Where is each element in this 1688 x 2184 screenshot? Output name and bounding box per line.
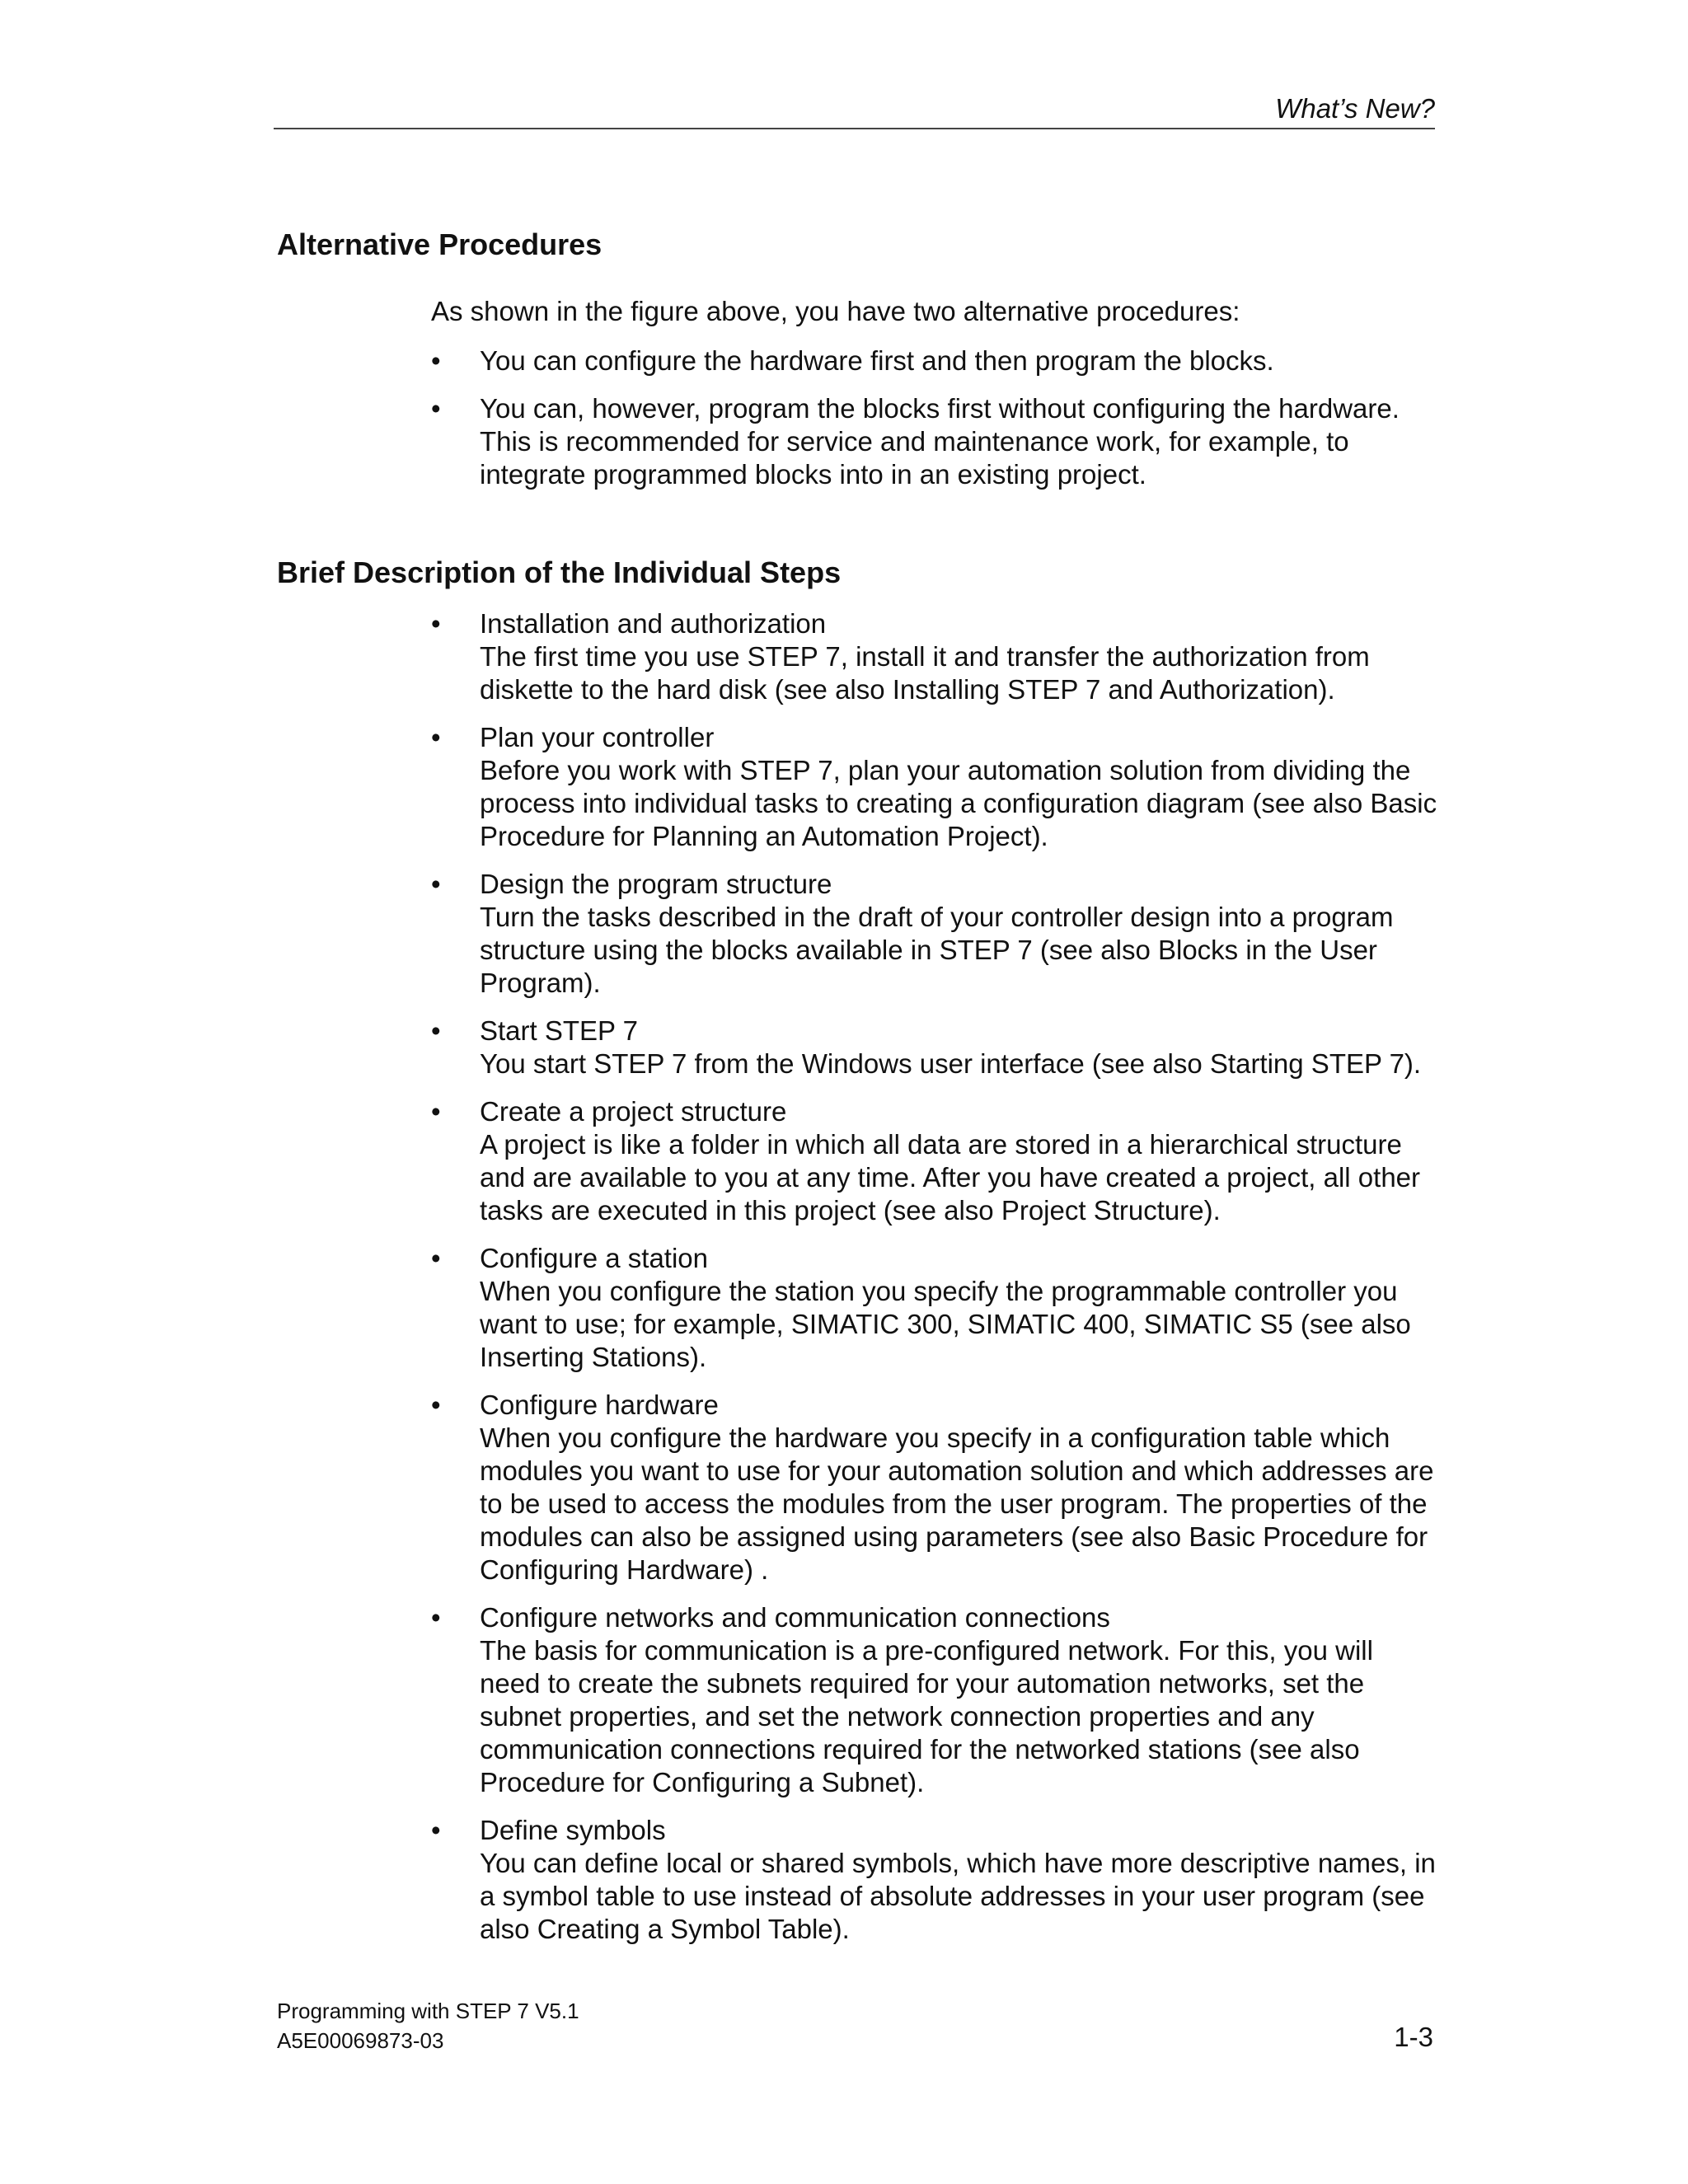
step-title: Design the program structure bbox=[480, 869, 832, 899]
step-title: Configure networks and communication connections bbox=[480, 1602, 1110, 1633]
step-description: Turn the tasks described in the draft of your controller design into a program structure using the blocks available in STEP 7 (see also Blocks in the User Program). bbox=[480, 902, 1394, 998]
step-title: Define symbols bbox=[480, 1815, 666, 1845]
step-title: Create a project structure bbox=[480, 1096, 787, 1127]
alternative-procedures-intro: As shown in the figure above, you have two alternative procedures: bbox=[431, 296, 1240, 326]
list-item-text: You can, however, program the blocks first without configuring the hardware. This is recommended for service and maintenance work, for example, to integrate programmed blocks into in an existing project. bbox=[480, 393, 1400, 490]
step-description: You can define local or shared symbols, which have more descriptive names, in a symbol table to use instead of absolute addresses in your user program (see also Creating a Symbol Table). bbox=[480, 1848, 1436, 1944]
step-description: You start STEP 7 from the Windows user interface (see also Starting STEP 7). bbox=[480, 1048, 1422, 1079]
step-title: Plan your controller bbox=[480, 722, 715, 752]
step-description: The first time you use STEP 7, install it and transfer the authorization from diskette to the hard disk (see also Installing STEP 7 and Authorization). bbox=[480, 641, 1370, 705]
step-item bbox=[431, 1814, 1438, 1946]
step-title: Start STEP 7 bbox=[480, 1015, 638, 1046]
step-item bbox=[431, 868, 1438, 1000]
bullet-icon: • bbox=[431, 722, 441, 752]
step-description: When you configure the hardware you specify in a configuration table which modules you want to use for your automation solution and which addresses are to be used to access the modules from the user program. The properties of the modules can also be assigned using parameters (see also Basic Procedure for Configuring Hardware) . bbox=[480, 1422, 1434, 1585]
step-item bbox=[431, 1015, 1438, 1080]
bullet-icon: • bbox=[431, 1390, 441, 1420]
step-item bbox=[431, 607, 1438, 706]
step-item bbox=[431, 1389, 1438, 1586]
bullet-icon: • bbox=[431, 1015, 441, 1046]
bullet-icon: • bbox=[431, 393, 441, 424]
bullet-icon: • bbox=[431, 1602, 441, 1633]
page-footer bbox=[277, 1996, 579, 2055]
step-title: Configure hardware bbox=[480, 1390, 719, 1420]
bullet-icon: • bbox=[431, 1096, 441, 1127]
step-description: Before you work with STEP 7, plan your automation solution from dividing the process into individual tasks to creating a configuration diagram (see also Basic Procedure for Planning an Automation Project). bbox=[480, 755, 1437, 851]
footer-doc-title: Programming with STEP 7 V5.1 bbox=[277, 1999, 579, 2023]
step-title: Installation and authorization bbox=[480, 608, 827, 639]
bullet-icon: • bbox=[431, 1243, 441, 1273]
header-rule bbox=[274, 128, 1435, 129]
alternative-procedures-heading: Alternative Procedures bbox=[277, 227, 603, 261]
alternative-procedures-list bbox=[431, 344, 1438, 506]
step-item bbox=[431, 721, 1438, 853]
bullet-icon: • bbox=[431, 1815, 441, 1845]
step-description: A project is like a folder in which all data are stored in a hierarchical structure and are available to you at any time. After you have created a project, all other tasks are executed in this project (see also Project Structure). bbox=[480, 1129, 1421, 1226]
list-item bbox=[431, 344, 1438, 377]
step-description: When you configure the station you specify the programmable controller you want to use; for example, SIMATIC 300, SIMATIC 400, SIMATIC S5 (see also Inserting Stations). bbox=[480, 1276, 1411, 1372]
footer-doc-number: A5E00069873-03 bbox=[277, 2028, 444, 2053]
step-item bbox=[431, 1095, 1438, 1227]
step-item bbox=[431, 1601, 1438, 1799]
step-item bbox=[431, 1242, 1438, 1374]
step-title: Configure a station bbox=[480, 1243, 709, 1273]
bullet-icon: • bbox=[431, 869, 441, 899]
list-item bbox=[431, 392, 1438, 491]
footer-page-number: 1-3 bbox=[1394, 2022, 1433, 2052]
list-item-text: You can configure the hardware first and then program the blocks. bbox=[480, 345, 1274, 376]
bullet-icon: • bbox=[431, 608, 441, 639]
step-description: The basis for communication is a pre-configured network. For this, you will need to create the subnets required for your automation networks, set the subnet properties, and set the network connection properties and any communication connections required for the networked stations (see also Procedure for Configuring a Subnet). bbox=[480, 1635, 1373, 1797]
header-title: What’s New? bbox=[1275, 93, 1435, 124]
steps-list bbox=[431, 607, 1438, 1961]
brief-description-heading: Brief Description of the Individual Steps bbox=[277, 555, 842, 589]
bullet-icon: • bbox=[431, 345, 441, 376]
